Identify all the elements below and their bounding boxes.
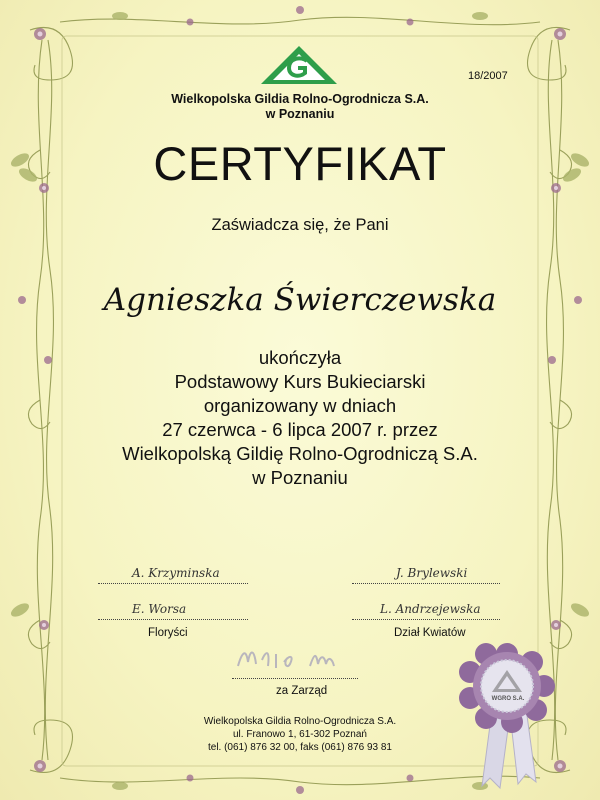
signature-line	[352, 583, 500, 584]
florists-label: Floryści	[148, 627, 188, 639]
signature-line	[232, 678, 358, 679]
body-line-course: Podstawowy Kurs Bukieciarski	[174, 371, 426, 392]
body-line-city: w Poznaniu	[252, 467, 348, 488]
certificate-number: 18/2007	[468, 70, 508, 82]
body-line-completed: ukończyła	[258, 347, 342, 368]
recipient-name: Agnieszka Świerczewska	[103, 282, 497, 318]
signature-dept-2: L. Andrzejewska	[380, 602, 481, 616]
certification-intro: Zaświadcza się, że Pani	[211, 216, 389, 234]
company-logo-icon	[259, 44, 339, 86]
flower-department-label: Dział Kwiatów	[394, 627, 466, 639]
body-line-organized: organizowany w dniach	[203, 395, 397, 416]
organization-city: w Poznaniu	[265, 107, 335, 121]
signature-line	[352, 619, 500, 620]
board-label: za Zarząd	[276, 685, 328, 697]
body-line-organizer: Wielkopolską Gildię Rolno-Ogrodniczą S.A.	[122, 443, 478, 464]
signature-dept-1: J. Brylewski	[396, 566, 468, 580]
certificate-title: CERTYFIKAT	[153, 137, 447, 190]
signature-line	[98, 619, 248, 620]
seal-text: WGRO S.A.	[491, 696, 525, 702]
signature-line	[98, 583, 248, 584]
signature-board	[232, 642, 352, 674]
seal-rosette-icon	[452, 640, 562, 790]
footer-address: ul. Franowo 1, 61-302 Poznań	[233, 729, 367, 740]
body-line-dates: 27 czerwca - 6 lipca 2007 r. przez	[162, 419, 438, 440]
footer-contact: tel. (061) 876 32 00, faks (061) 876 93 81	[207, 742, 392, 753]
signature-florist-2: E. Worsa	[132, 602, 187, 616]
signature-florist-1: A. Krzyminska	[132, 566, 220, 580]
organization-name: Wielkopolska Gildia Rolno-Ogrodnicza S.A.	[171, 92, 429, 106]
footer-company: Wielkopolska Gildia Rolno-Ogrodnicza S.A.	[203, 716, 397, 727]
